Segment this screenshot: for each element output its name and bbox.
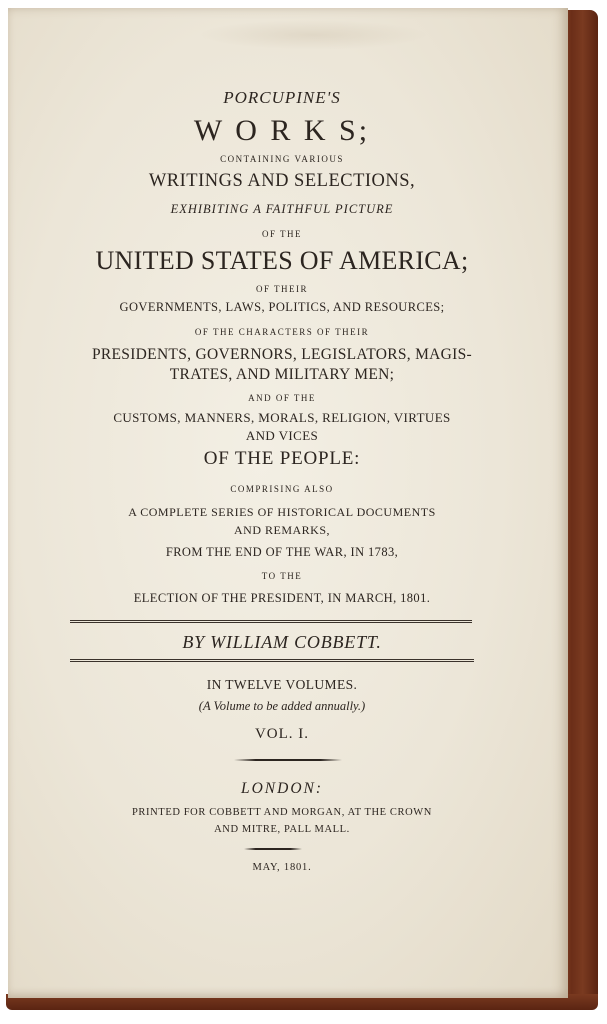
title-line-governments: GOVERNMENTS, LAWS, POLITICS, AND RESOURCES; (119, 300, 445, 314)
title-line-works: W O R K S; (193, 114, 371, 147)
volumes-note: (A Volume to be added annually.) (198, 699, 366, 713)
title-line-writings: WRITINGS AND SELECTIONS, (148, 171, 416, 191)
title-page (8, 8, 568, 998)
imprint-line-2: AND MITRE, PALL MALL. (214, 824, 350, 835)
title-line-and-remarks: AND REMARKS, (233, 523, 330, 537)
title-line-exhibiting: EXHIBITING A FAITHFUL PICTURE (170, 202, 394, 216)
imprint-line-1: PRINTED FOR COBBETT AND MORGAN, AT THE CROWN (131, 807, 432, 818)
page-stain (198, 20, 428, 50)
title-line-trates: TRATES, AND MILITARY MEN; (169, 366, 395, 383)
title-line-election: ELECTION OF THE PRESIDENT, IN MARCH, 1801. (133, 591, 431, 605)
imprint-date: MAY, 1801. (252, 862, 312, 873)
title-line-of-the-1: OF THE (261, 229, 303, 239)
title-line-from-the-end: FROM THE END OF THE WAR, IN 1783, (165, 545, 399, 559)
title-line-to-the: TO THE (261, 571, 303, 581)
title-line-porcupines: PORCUPINE'S (223, 88, 341, 107)
title-line-of-the-people: OF THE PEOPLE: (203, 448, 361, 469)
title-line-characters: OF THE CHARACTERS OF THEIR (194, 327, 370, 337)
title-line-and-of-the: AND OF THE (248, 393, 316, 403)
title-line-comprising: COMPRISING ALSO (230, 484, 334, 494)
title-line-and-vices: AND VICES (245, 428, 319, 443)
title-line-complete-series: A COMPLETE SERIES OF HISTORICAL DOCUMENTS (128, 505, 436, 519)
author-line: BY WILLIAM COBBETT. (182, 632, 382, 652)
rule-above-date (244, 848, 302, 850)
rule-below-author (70, 659, 474, 662)
title-line-presidents: PRESIDENTS, GOVERNORS, LEGISLATORS, MAGIS- (91, 346, 473, 363)
rule-above-author (70, 620, 472, 623)
rule-below-volume (234, 759, 342, 761)
title-line-united-states: UNITED STATES OF AMERICA; (95, 246, 469, 275)
volume-number: VOL. I. (254, 726, 310, 742)
title-line-of-their-1: OF THEIR (255, 284, 309, 294)
title-line-customs: CUSTOMS, MANNERS, MORALS, RELIGION, VIRTUES (113, 410, 451, 425)
volumes-line: IN TWELVE VOLUMES. (206, 677, 358, 692)
title-line-containing: CONTAINING VARIOUS (220, 154, 344, 164)
imprint-city: LONDON: (240, 780, 324, 797)
